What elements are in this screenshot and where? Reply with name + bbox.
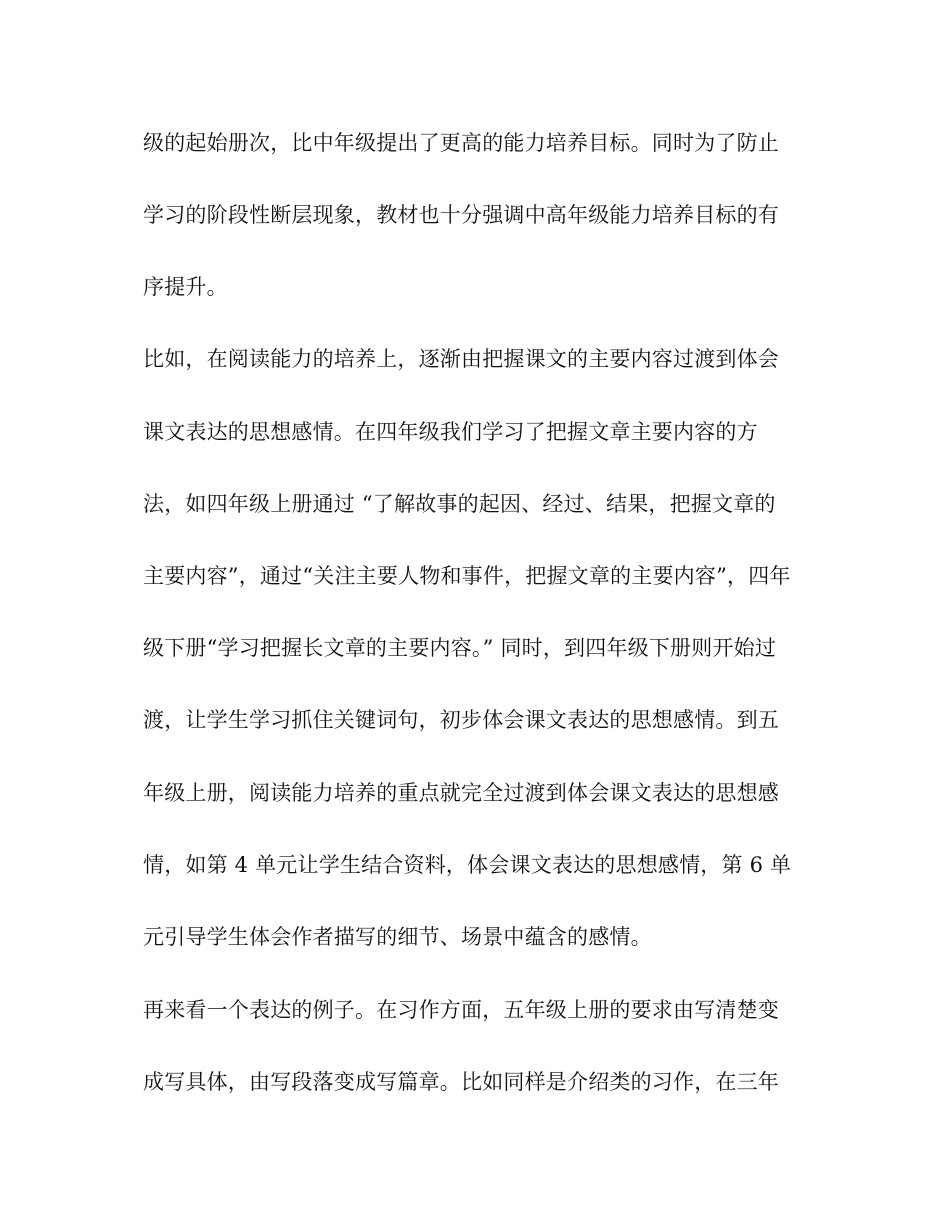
text-line-8: 级下册“学习把握长文章的主要内容。” 同时，到四年级下册则开始过 bbox=[143, 636, 777, 660]
text-line-1: 级的起始册次，比中年级提出了更高的能力培养目标。同时为了防止 bbox=[143, 131, 779, 155]
text-line-13: 再来看一个表达的例子。在习作方面，五年级上册的要求由写清楚变 bbox=[143, 998, 779, 1022]
text-line-12: 元引导学生体会作者描写的细节、场景中蕴含的感情。 bbox=[143, 925, 652, 949]
text-line-3: 序提升。 bbox=[143, 275, 228, 299]
text-line-2: 学习的阶段性断层现象，教材也十分强调中高年级能力培养目标的有 bbox=[143, 203, 779, 227]
text-line-9: 渡，让学生学习抓住关键词句，初步体会课文表达的思想感情。到五 bbox=[143, 708, 779, 732]
text-line-7: 主要内容”，通过“关注主要人物和事件，把握文章的主要内容”，四年 bbox=[143, 564, 791, 588]
text-line-11: 情，如第 4 单元让学生结合资料，体会课文表达的思想感情，第 6 单 bbox=[143, 853, 792, 877]
text-line-4: 比如，在阅读能力的培养上，逐渐由把握课文的主要内容过渡到体会 bbox=[143, 347, 779, 371]
text-line-10: 年级上册，阅读能力培养的重点就完全过渡到体会课文表达的思想感 bbox=[143, 781, 779, 805]
text-line-14: 成写具体，由写段落变成写篇章。比如同样是介绍类的习作，在三年 bbox=[143, 1070, 779, 1094]
text-line-6: 法，如四年级上册通过 “了解故事的起因、经过、结果，把握文章的 bbox=[143, 492, 776, 516]
text-line-5: 课文表达的思想感情。在四年级我们学习了把握文章主要内容的方 bbox=[143, 420, 758, 444]
